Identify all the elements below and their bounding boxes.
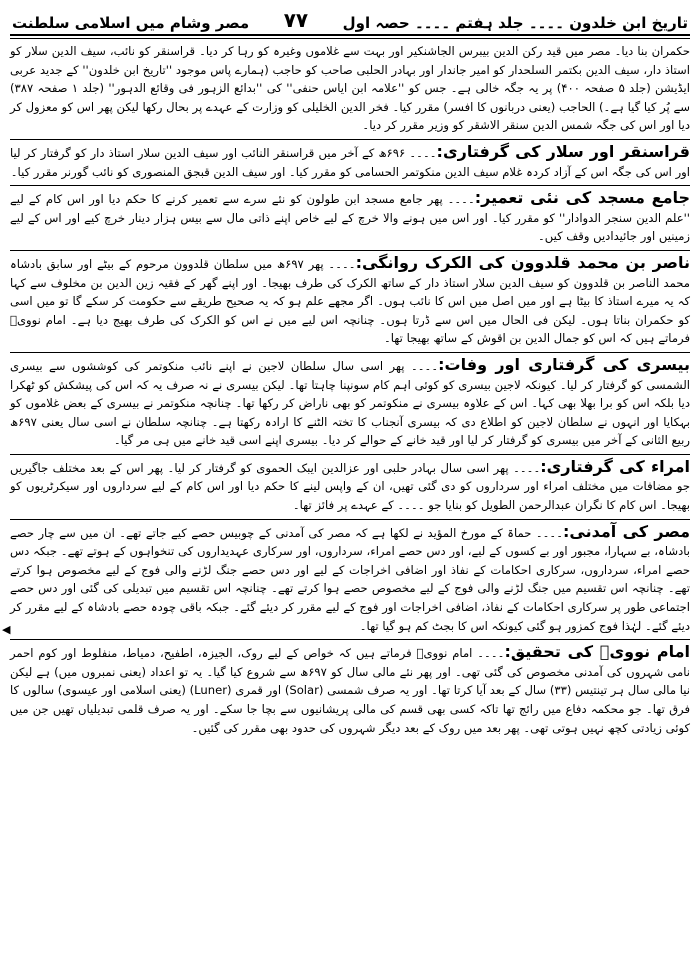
- section-heading: قراسنقر اور سلار کی گرفتاری:: [436, 141, 690, 161]
- section-heading: جامع مسجد کی نئی تعمیر:: [474, 188, 691, 208]
- section-nasir-departure: ناصر بن محمد قلدوون کی الکرک روانگی:۔۔۔۔ پھر ۶۹۷ھ میں سلطان قلدوون مرحوم کے بیٹے اور سابق بادشاہ محمد الناصر بن قلدوون کو سیف الدین سلار استاذ دار کے ساتھ الکرک کی طرف بھیجا۔ اور اپنے گھر کے فقیہ زین الدین بن مخلوف سے کہا کہ یہ میرے استاذ کا بیٹا ہے اور میں اصل میں اس کا نائب ہوں۔ اگر مجھے علم ہو کہ یہ صحیح طریقے سے حکومت کر سکے گا تو میں اسی کو حکمران بناتا ہوں۔ لیکن فی الحال میں اس سے ڈرتا ہوں۔ چنانچہ اس لیے میں نے اس کو الکرک کی طرف بھیج دیا ہے۔ امام نوویؒ فرماتے ہیں کہ اس کو جمال الدین بن اقوش کے ساتھ بھیجا تھا۔: [10, 251, 690, 353]
- section-heading: امام نوویؒ کی تحقیق:: [504, 642, 690, 662]
- page-number: ۷۷: [283, 8, 309, 32]
- section-emirs-arrest: امراء کی گرفتاری:۔۔۔۔ پھر اسی سال بہادر حلبی اور عزالدین ایبک الحموی کو گرفتار کر لیا۔ پھر اس کے بعد مختلف جاگیریں جو مضافات میں مختلف امراء اور سرداروں کو دی گئی تھیں، ان کے واپس لینے کا حکم دیا اور اس کام کے لیے سرداروں اور سیکرٹریوں کو بھیجا۔ اس کام کا نگران عبدالرحمن الطویل کو بنایا جو ۔۔۔۔ کے عہدے پر فائز تھا۔: [10, 455, 690, 520]
- section-heading: امراء کی گرفتاری:: [540, 456, 691, 476]
- paragraph-text: پھر اسی سال سلطان لاجین نے اپنے نائب منکوتمر کی کوششوں سے بیسری الشمسی کو گرفتار کر لیا۔ کیونکہ لاجین بیسری کو کوئی اہم کام سونپنا چاہتا تھا۔ لیکن بیسری نے نہ صرف یہ کہ اس کی پیشکش کو ٹھکرا دیا بلکہ اس کو برا بھلا بھی کہا۔ اس کے علاوہ بیسری نے منکوتمر کو بھی ناراض کر رکھا تھا۔ چنانچہ منکوتمر نے بیسری کے بعض غلاموں کو بہکایا اور انہوں نے سلطان لاجین کو اطلاع دی کہ بیسری آنجناب کا تختہ الٹنے کا ارادہ رکھتا ہے۔ چنانچہ سلطان نے اسی سال یعنی ۶۹۷ھ ربیع الثانی کے آخر میں بیسری کو گرفتار کر لیا اور قید خانے کے حوالے کر دیا۔ بیسری اپنے اسی قید خانے میں ہی مر گیا۔: [10, 358, 690, 448]
- paragraph-text: حکمران بنا دیا۔ مصر میں قید رکن الدین بیبرس الجاشنکیر اور بہت سے غلاموں وغیرہ کو رہا کر دیا۔ قراسنقر کو نائب، سیف الدین سلار کو استاذ دار، سیف الدین بکتمر السلحدار کو امیر جاندار اور بہادر الحلبی صاحب کو حاجب (ہمارے پاس موجود ''تاریخ ابن خلدون'' کے جدید عربی ایڈیشن (جلد ۵ صفحہ ۴۰۰) پر یہ جگہ خالی ہے۔ جس کو ''علامہ ابن ایاس حنفی'' کی ''بدائع الزہور فی وقائع الدہور'' (جلد ۱ صفحہ ۳۸۷) سے پُر کیا گیا ہے۔) الحاجب (یعنی دربانوں کا افسر) مقرر کیا۔ فخر الدین الخلیلی کو وزارت کے عہدے پر بحال رکھا لیکن پھر اس کو معزول کر دیا اور اس کی جگہ شمس الدین سنقر الاشقر کو وزیر مقرر کر دیا۔: [10, 44, 690, 133]
- section-heading: مصر کی آمدنی:: [563, 521, 691, 541]
- header-divider: [10, 34, 690, 36]
- paragraph-text: حماۃ کے مورخ المؤید نے لکھا ہے کہ مصر کی آمدنی کے چوبیس حصے کیے جاتے تھے۔ ان میں سے چار حصے بادشاہ، بے سہارا، مجبور اور بے کسوں کے لیے، اور دس حصے امراء، سرداروں، اور سرکاری عہدیداروں کی تنخواہوں کے ہوتے تھے۔ جبکہ دس حصے امراء، سرداروں، سرکاری احکامات کے نفاذ اور اضافی اخراجات کے لیے اور دس حصے جنگ لڑنے والی فوج کے لیے مخصوص ہوا کرتے تھے۔ چنانچہ اس تقسیم میں جنگ لڑنے والی فوج کے لیے مخصوص حصے ہوا کرتے تھے۔ چنانچہ اس تقسیم میں تبدیلی کی گئی اور دس حصے اجتماعی طور پر سرکاری احکامات کے نفاذ، اضافی اخراجات اور فوج کے لیے مقرر کر دیئے گئے۔ جبکہ باقی چودہ حصے بادشاہ کے لیے مقرر کر دیئے گئے۔ لہٰذا فوج کمزور ہو گئی کیونکہ اس کا بجٹ کم ہو گیا تھا۔: [10, 525, 690, 633]
- section-nawawi-research: امام نوویؒ کی تحقیق:۔۔۔۔ امام نوویؒ فرماتے ہیں کہ خواص کے لیے روک، الجیزہ، اطفیح، دمیاط، منفلوط اور کوم احمر نامی شہروں کی آمدنی مخصوص کی گئی تھی۔ اور پھر نئے مالی سال کو ۶۹۷ھ سے شروع کیا گیا۔ یہ تو اعداد (یعنی نمبروں میں) ہے لیکن نیا مالی سال ہر تینتیس (۳۳) سال کے بعد آیا کرتا تھا۔ اور یہ صرف شمسی (Solar) اور قمری (Luner) (یعنی اسلامی اور عیسوی) سالوں کا فرق تھا۔ جو محکمہ دفاع میں رائج تھا تاکہ کسی بھی قسم کی مالی پریشانیوں سے بچا جا سکے۔ اور یہ صرف قلمی تبدیلیاں تھیں جن میں کوئی زیادتی کچھ نہیں ہوتی تھی۔ پھر بعد میں روک کے بعد دیگر شہروں کی حدود بھی مقرر کی گئیں۔: [10, 642, 690, 735]
- section-qarasunqur-arrest: قراسنقر اور سلار کی گرفتاری:۔۔۔۔ ۶۹۶ھ کے آخر میں قراسنقر النائب اور سیف الدین سلار استاذ دار کو گرفتار کر لیا اور اس کی جگہ اس کے آزاد کردہ غلام سیف الدین منکوتمر الحسامی کو مقرر کیا۔ اور سیف الدین قبجق المنصوری کو نائب گورنر مقرر کیا۔: [10, 140, 690, 186]
- section-baysari-arrest: بیسری کی گرفتاری اور وفات:۔۔۔۔ پھر اسی سال سلطان لاجین نے اپنے نائب منکوتمر کی کوششوں سے بیسری الشمسی کو گرفتار کر لیا۔ کیونکہ لاجین بیسری کو کوئی اہم کام سونپنا چاہتا تھا۔ لیکن بیسری نے نہ صرف یہ کہ اس کی پیشکش کو ٹھکرا دیا بلکہ اس کو برا بھلا بھی کہا۔ اس کے علاوہ بیسری نے منکوتمر کو بھی ناراض کر رکھا تھا۔ چنانچہ منکوتمر نے بیسری کے بعض غلاموں کو بہکایا اور انہوں نے سلطان لاجین کو اطلاع دی کہ بیسری آنجناب کا تختہ الٹنے کا ارادہ رکھتا ہے۔ چنانچہ سلطان نے اسی سال یعنی ۶۹۷ھ ربیع الثانی کے آخر میں بیسری کو گرفتار کر لیا اور قید خانے کے حوالے کر دیا۔ بیسری اپنے اسی قید خانے میں ہی مر گیا۔: [10, 353, 690, 455]
- page-header: [10, 4, 690, 32]
- chapter-title: مصر وشام میں اسلامی سلطنت: [12, 14, 250, 32]
- margin-arrow-icon: ◀: [2, 623, 11, 636]
- section-heading: بیسری کی گرفتاری اور وفات:: [438, 354, 691, 374]
- paragraph-text: ۶۹۶ھ کے آخر میں قراسنقر النائب اور سیف الدین سلار استاذ دار کو گرفتار کر لیا اور اس کی جگہ اس کے آزاد کردہ غلام سیف الدین منکوتمر الحسامی کو مقرر کیا۔ اور سیف الدین قبجق المنصوری کو نائب گورنر مقرر کیا۔: [10, 145, 690, 179]
- section-heading: ناصر بن محمد قلدوون کی الکرک روانگی:: [355, 252, 691, 272]
- paragraph-text: پھر اسی سال بہادر حلبی اور عزالدین ایبک الحموی کو گرفتار کر لیا۔ پھر اس کے بعد مختلف جاگیریں جو مضافات میں مختلف امراء اور سرداروں کو دی گئی تھیں، ان کے واپس لینے کا حکم دیا اور اس کام کے لیے سرداروں اور سیکرٹریوں کو بھیجا۔ اس کام کا نگران عبدالرحمن الطویل کو بنایا جو ۔۔۔۔ کے عہدے پر فائز تھا۔: [10, 460, 690, 513]
- section-egypt-revenue: مصر کی آمدنی:۔۔۔۔ حماۃ کے مورخ المؤید نے لکھا ہے کہ مصر کی آمدنی کے چوبیس حصے کیے جاتے تھے۔ ان میں سے چار حصے بادشاہ، بے سہارا، مجبور اور بے کسوں کے لیے، اور دس حصے امراء، سرداروں، اور سرکاری عہدیداروں کی تنخواہوں کے ہوتے تھے۔ جبکہ دس حصے امراء، سرداروں، سرکاری احکامات کے نفاذ اور اضافی اخراجات کے لیے اور دس حصے جنگ لڑنے والی فوج کے لیے مخصوص ہوا کرتے تھے۔ چنانچہ اس تقسیم میں جنگ لڑنے والی فوج کے لیے مخصوص حصے ہوا کرتے تھے۔ چنانچہ اس تقسیم میں تبدیلی کی گئی اور دس حصے اجتماعی طور پر سرکاری احکامات کے نفاذ، اضافی اخراجات اور فوج کے لیے مقرر کر دیئے گئے۔ جبکہ باقی چودہ حصے بادشاہ کے لیے مقرر کر دیئے گئے۔ لہٰذا فوج کمزور ہو گئی کیونکہ اس کا بجٹ کم ہو گیا تھا۔: [10, 520, 690, 641]
- page-body: [10, 39, 690, 741]
- book-title: تاریخ ابن خلدون ۔۔۔۔ جلد ہفتم ۔۔۔۔ حصہ اول: [342, 14, 688, 32]
- paragraph-text: امام نوویؒ فرماتے ہیں کہ خواص کے لیے روک، الجیزہ، اطفیح، دمیاط، منفلوط اور کوم احمر نامی شہروں کی آمدنی مخصوص کی گئی تھی۔ اور پھر نئے مالی سال کو ۶۹۷ھ سے شروع کیا گیا۔ یہ تو اعداد (یعنی نمبروں میں) ہے لیکن نیا مالی سال ہر تینتیس (۳۳) سال کے بعد آیا کرتا تھا۔ اور یہ صرف شمسی (Solar) اور قمری (Luner) (یعنی اسلامی اور عیسوی) سالوں کا فرق تھا۔ جو محکمہ دفاع میں رائج تھا تاکہ کسی بھی قسم کی مالی پریشانیوں سے بچا جا سکے۔ اور یہ صرف قلمی تبدیلیاں تھیں جن میں کوئی زیادتی کچھ نہیں ہوتی تھی۔ پھر بعد میں روک کے بعد دیگر شہروں کی حدود بھی مقرر کی گئیں۔: [10, 646, 690, 735]
- paragraph-text: پھر جامع مسجد ابن طولون کو نئے سرے سے تعمیر کرنے کا حکم دیا اور اس کام کے لیے ''علم الدین سنجر الدوادار'' کو مقرر کیا۔ اور اس میں ہونے والا خرچ کے لیے خاص اپنے ذاتی مال سے بیس ہزار دینار خرچ کیے اور اس کے لیے زمینیں اور جائیدادیں وقف کیں۔: [10, 192, 690, 244]
- section-mosque-rebuild: جامع مسجد کی نئی تعمیر:۔۔۔۔ پھر جامع مسجد ابن طولون کو نئے سرے سے تعمیر کرنے کا حکم دیا اور اس کام کے لیے ''علم الدین سنجر الدوادار'' کو مقرر کیا۔ اور اس میں ہونے والا خرچ کے لیے خاص اپنے ذاتی مال سے بیس ہزار دینار خرچ کیے اور اس کے لیے زمینیں اور جائیدادیں وقف کیں۔: [10, 186, 690, 251]
- paragraph-text: پھر ۶۹۷ھ میں سلطان قلدوون مرحوم کے بیٹے اور سابق بادشاہ محمد الناصر بن قلدوون کو سیف الدین سلار استاذ دار کے ساتھ الکرک کی طرف بھیجا۔ اور اپنے گھر کے فقیہ زین الدین بن مخلوف سے کہا کہ یہ میرے استاذ کا بیٹا ہے اور میں اصل میں اس کا نائب ہوں۔ اگر مجھے علم ہو کہ یہ صحیح طریقے سے حکومت کر سکے گا تو میں اسی کو حکمران بناتا ہوں۔ لیکن فی الحال میں اس سے ڈرتا ہوں۔ چنانچہ اس لیے میں نے اس کو الکرک کی طرف بھیج دیا ہے۔ امام نوویؒ فرماتے ہیں کہ اس کو جمال الدین بن اقوش کے ساتھ بھیجا تھا۔: [10, 256, 690, 346]
- paragraph-intro: [10, 39, 690, 140]
